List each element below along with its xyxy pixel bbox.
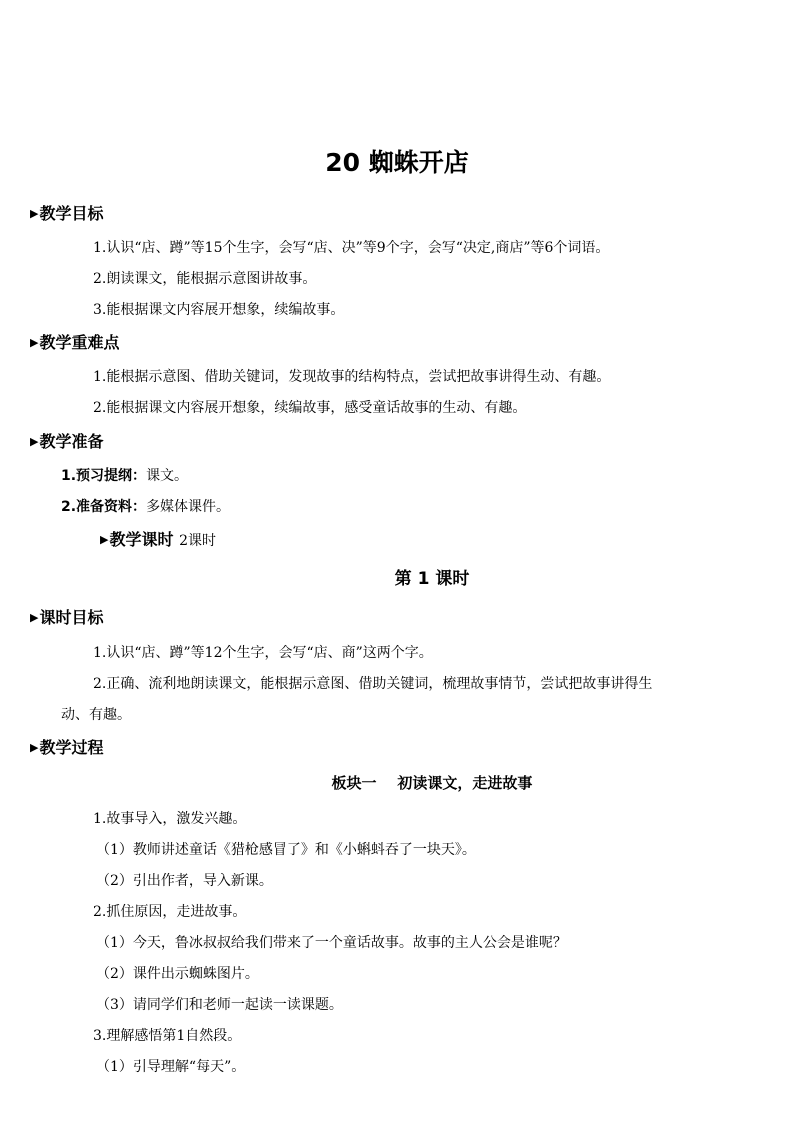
process-line: （3）请同学们和老师一起读一读课题。 — [96, 997, 343, 1013]
triangle-bullet-icon: ▶ — [30, 435, 39, 448]
section-heading-preparation: ▶教学准备 — [30, 432, 104, 451]
triangle-bullet-icon: ▶ — [30, 207, 39, 220]
process-line: （2）课件出示蜘蛛图片。 — [96, 966, 259, 982]
lesson-objective-item-2: 2.正确、流利地朗读课文，能根据示意图、借助关键词，梳理故事情节，尝试把故事讲得生 — [93, 676, 653, 692]
objective-item-3: 3.能根据课文内容展开想象，续编故事。 — [93, 302, 345, 318]
keypoint-item-1: 1.能根据示意图、借助关键词，发现故事的结构特点，尝试把故事讲得生动、有趣。 — [93, 369, 611, 385]
process-line: （1）教师讲述童话《猎枪感冒了》和《小蝌蚪吞了一块天》。 — [96, 842, 476, 858]
section-heading-lesson-objectives: ▶课时目标 — [30, 608, 104, 627]
triangle-bullet-icon: ▶ — [30, 336, 39, 349]
module-title: 板块一 初读课文，走进故事 — [331, 774, 533, 792]
hours-value: 2课时 — [179, 533, 216, 549]
section-heading-hours: ▶教学课时 2课时 — [100, 530, 216, 549]
objective-item-1: 1.认识“店、蹲”等15个生字，会写“店、决”等9个字，会写“决定,商店”等6个词语。 — [93, 240, 610, 256]
section-heading-objectives: ▶教学目标 — [30, 204, 104, 223]
lesson-objective-item-1: 1.认识“店、蹲”等12个生字，会写“店、商”这两个字。 — [93, 645, 433, 661]
preparation-item-2: 2.准备资料：多媒体课件。 — [61, 499, 231, 515]
triangle-bullet-icon: ▶ — [30, 741, 39, 754]
process-line: （1）引导理解“每天”。 — [96, 1059, 246, 1075]
process-line: 3.理解感悟第1自然段。 — [93, 1028, 242, 1044]
triangle-bullet-icon: ▶ — [30, 611, 39, 624]
lesson-objective-item-2-cont: 动、有趣。 — [61, 707, 131, 723]
objective-item-2: 2.朗读课文，能根据示意图讲故事。 — [93, 271, 317, 287]
process-line: （2）引出作者，导入新课。 — [96, 873, 273, 889]
lesson-title: 第 1 课时 — [394, 569, 470, 589]
triangle-bullet-icon: ▶ — [100, 533, 109, 546]
preparation-item-1: 1.预习提纲：课文。 — [61, 468, 189, 484]
document-title: 20 蜘蛛开店 — [325, 148, 469, 177]
process-line: （1）今天，鲁冰叔叔给我们带来了一个童话故事。故事的主人公会是谁呢？ — [96, 935, 567, 951]
process-line: 1.故事导入，激发兴趣。 — [93, 811, 247, 827]
process-line: 2.抓住原因，走进故事。 — [93, 904, 247, 920]
section-heading-keypoints: ▶教学重难点 — [30, 333, 120, 352]
keypoint-item-2: 2.能根据课文内容展开想象，续编故事，感受童话故事的生动、有趣。 — [93, 400, 527, 416]
section-heading-process: ▶教学过程 — [30, 738, 104, 757]
